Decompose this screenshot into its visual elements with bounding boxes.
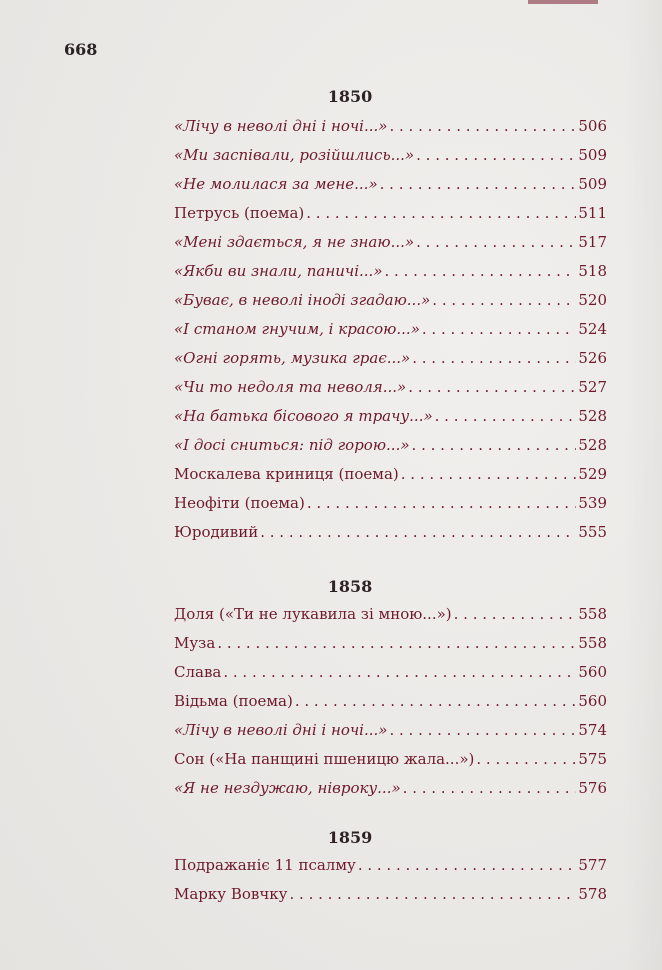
dot-leader — [380, 175, 577, 193]
toc-entry-title: «Не молилася за мене...» — [174, 175, 378, 193]
dot-leader — [223, 663, 576, 681]
toc-entry-page: 574 — [578, 721, 607, 739]
toc-entry-page: 560 — [578, 692, 607, 710]
toc-entry — [174, 407, 607, 429]
toc-entry-title: «Лічу в неволі дні і ночі...» — [174, 721, 388, 739]
page-number: 668 — [64, 40, 98, 59]
toc-entry-page: 518 — [578, 262, 607, 280]
toc-entry — [174, 349, 607, 371]
section-year-1859: 1859 — [327, 828, 373, 847]
dot-leader — [422, 320, 576, 338]
toc-entry-title: Подражаніє 11 псалму — [174, 856, 356, 874]
dot-leader — [389, 117, 576, 135]
dot-leader — [401, 465, 577, 483]
dot-leader — [295, 692, 577, 710]
toc-entry-title: Марку Вовчку — [174, 885, 288, 903]
toc-entry-title: «Буває, в неволі іноді згадаю...» — [174, 291, 431, 309]
dot-leader — [432, 291, 576, 309]
toc-entry — [174, 378, 607, 400]
dot-leader — [389, 721, 576, 739]
top-bookmark-accent — [528, 0, 598, 4]
toc-entry-title: Сон («На панщині пшеницю жала...») — [174, 750, 475, 768]
dot-leader — [408, 378, 576, 396]
toc-entry — [174, 465, 607, 487]
toc-entry-page: 506 — [578, 117, 607, 135]
toc-entry-title: Відьма (поема) — [174, 692, 293, 710]
toc-entry-title: «Огні горять, музика грає...» — [174, 349, 411, 367]
toc-entry-page: 528 — [578, 436, 607, 454]
toc-entry — [174, 320, 607, 342]
toc-entry-page: 539 — [578, 494, 607, 512]
toc-entry — [174, 175, 607, 197]
section-year-1850: 1850 — [327, 87, 373, 106]
dot-leader — [260, 523, 576, 541]
dot-leader — [412, 436, 577, 454]
toc-entry-title: «На батька бісового я трачу...» — [174, 407, 433, 425]
toc-entry-title: «Мені здається, я не знаю...» — [174, 233, 415, 251]
toc-entry — [174, 204, 607, 226]
toc-entry-title: Юродивий — [174, 523, 259, 541]
dot-leader — [476, 750, 576, 768]
toc-entry — [174, 692, 607, 714]
toc-entry — [174, 436, 607, 458]
toc-entry-title: Петрусь (поема) — [174, 204, 305, 222]
toc-entry-page: 527 — [578, 378, 607, 396]
toc-entry-title: «І станом гнучим, і красою...» — [174, 320, 420, 338]
toc-entry-page: 560 — [578, 663, 607, 681]
toc-entry — [174, 885, 607, 907]
toc-entry-title: «Ми заспівали, розійшлись...» — [174, 146, 415, 164]
toc-entry-page: 524 — [578, 320, 607, 338]
toc-entry-page: 511 — [578, 204, 607, 222]
toc-entry-page: 528 — [578, 407, 607, 425]
dot-leader — [358, 856, 577, 874]
toc-entry-title: «Лічу в неволі дні і ночі...» — [174, 117, 388, 135]
toc-entry — [174, 634, 607, 656]
toc-entry-page: 526 — [578, 349, 607, 367]
dot-leader — [306, 204, 576, 222]
toc-entry-page: 558 — [578, 634, 607, 652]
toc-entry-page: 555 — [578, 523, 607, 541]
toc-entry-page: 529 — [578, 465, 607, 483]
toc-entry — [174, 494, 607, 516]
toc-entry-title: Доля («Ти не лукавила зі мною...») — [174, 605, 452, 623]
dot-leader — [412, 349, 576, 367]
dot-leader — [435, 407, 577, 425]
toc-entry-page: 509 — [578, 146, 607, 164]
toc-entry — [174, 750, 607, 772]
toc-entry-title: «Чи то недоля та неволя...» — [174, 378, 407, 396]
toc-entry-title: Муза — [174, 634, 216, 652]
toc-entry-title: Неофіти (поема) — [174, 494, 305, 512]
toc-entry — [174, 146, 607, 168]
toc-entry — [174, 663, 607, 685]
toc-entry-title: «Якби ви знали, паничі...» — [174, 262, 383, 280]
toc-entry-page: 520 — [578, 291, 607, 309]
toc-entry-title: Москалева криниця (поема) — [174, 465, 399, 483]
toc-entry-title: «І досі сниться: під горою...» — [174, 436, 410, 454]
toc-entry-page: 577 — [578, 856, 607, 874]
dot-leader — [290, 885, 577, 903]
toc-entry — [174, 523, 607, 545]
toc-entry — [174, 117, 607, 139]
toc-entry — [174, 291, 607, 313]
toc-entry — [174, 721, 607, 743]
dot-leader — [385, 262, 577, 280]
dot-leader — [403, 779, 577, 797]
dot-leader — [416, 146, 576, 164]
toc-entry — [174, 233, 607, 255]
dot-leader — [307, 494, 577, 512]
toc-entry-page: 517 — [578, 233, 607, 251]
dot-leader — [217, 634, 576, 652]
dot-leader — [416, 233, 576, 251]
toc-entry — [174, 856, 607, 878]
toc-entry — [174, 605, 607, 627]
toc-entry-title: Слава — [174, 663, 222, 681]
page-edge-shadow — [622, 0, 662, 970]
toc-entry — [174, 779, 607, 801]
section-year-1858: 1858 — [327, 577, 373, 596]
toc-entry-page: 558 — [578, 605, 607, 623]
toc-entry-page: 509 — [578, 175, 607, 193]
toc-entry-page: 575 — [578, 750, 607, 768]
toc-entry — [174, 262, 607, 284]
toc-entry-title: «Я не нездужаю, нівроку...» — [174, 779, 401, 797]
toc-entry-page: 576 — [578, 779, 607, 797]
toc-entry-page: 578 — [578, 885, 607, 903]
dot-leader — [454, 605, 577, 623]
